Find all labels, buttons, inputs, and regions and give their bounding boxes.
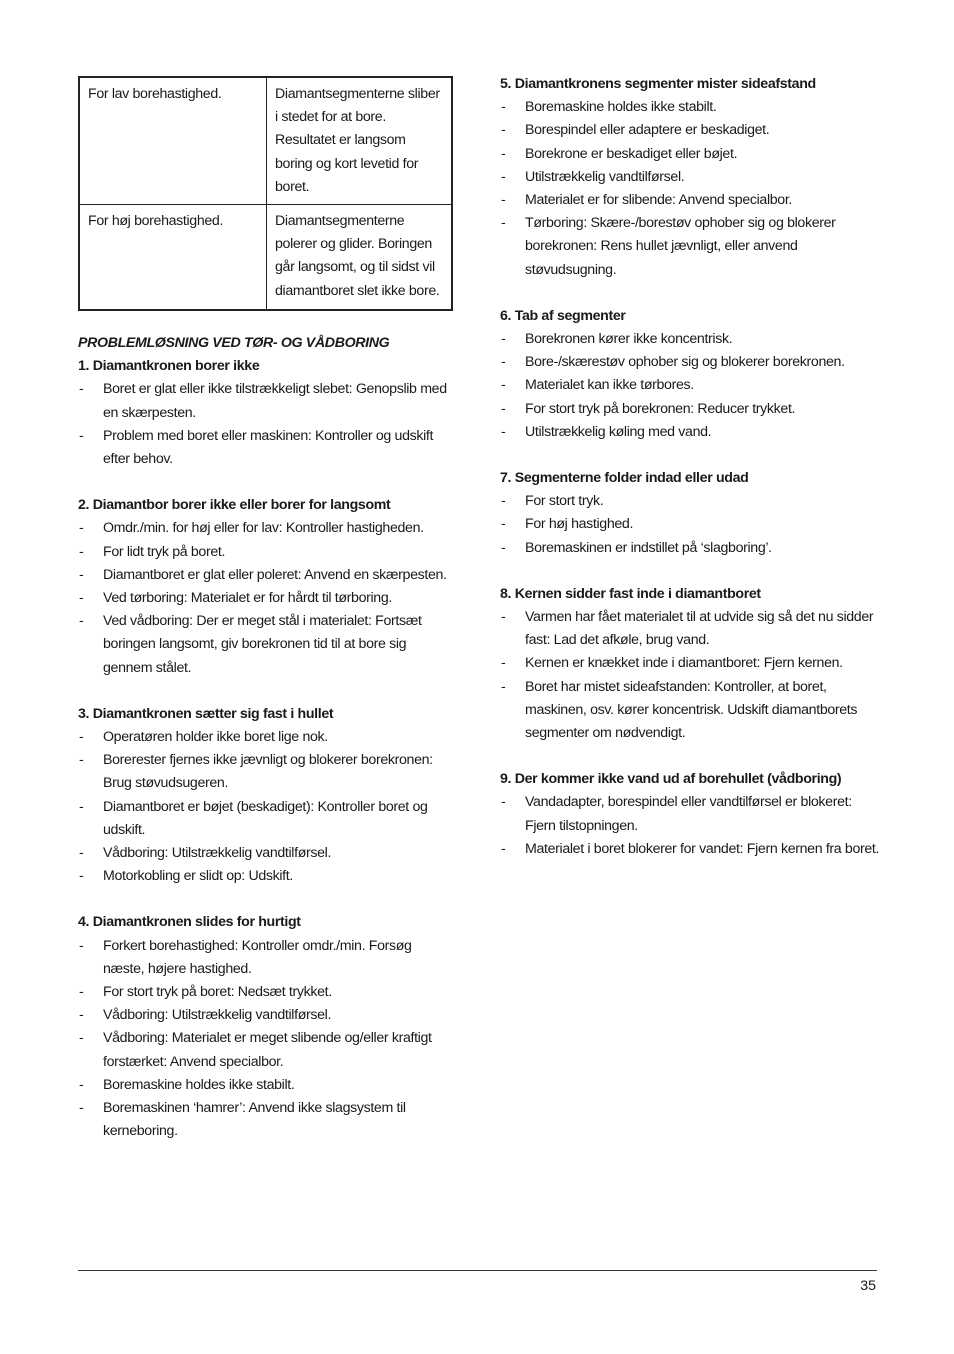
section-6 (500, 305, 880, 444)
speed-table (78, 76, 453, 311)
list-item: - Problem med boret eller maskinen: Kontroller og udskift efter behov. (78, 425, 456, 471)
list-item: - Materialet i boret blokerer for vandet: Fjern kernen fra boret. (500, 838, 880, 861)
section-9 (500, 768, 880, 861)
list-item: - Bore-/skærestøv ophober sig og blokerer borekronen. (500, 351, 880, 374)
footer-rule (78, 1270, 877, 1271)
list-item: - Boremaskine holdes ikke stabilt. (78, 1074, 456, 1097)
list-item: - Utilstrækkelig køling med vand. (500, 421, 880, 444)
section-2 (78, 494, 456, 680)
section-title: 3. Diamantkronen sætter sig fast i hullet (78, 705, 334, 722)
bullet-list (500, 791, 880, 861)
list-item: - Boremaskine holdes ikke stabilt. (500, 96, 880, 119)
list-item: - Vådboring: Utilstrækkelig vandtilførsel. (78, 1004, 456, 1027)
sections-left (78, 355, 456, 1143)
list-item: - Vådboring: Materialet er meget slibende og/eller kraftigt forstærket: Anvend specialbor. (78, 1027, 456, 1073)
list-item: - Boret har mistet sideafstanden: Kontroller, at boret, maskinen, osv. kører koncentrisk. Udskift diamantborets segmenter om nødvendigt. (500, 676, 880, 746)
list-item: - Boremaskinen ‘hamrer’: Anvend ikke slagsystem til kerneboring. (78, 1097, 456, 1143)
list-item: - Boret er glat eller ikke tilstrækkeligt slebet: Genopslib med en skærpesten. (78, 378, 456, 424)
list-item: - Tørboring: Skære-/borestøv ophober sig og blokerer borekronen: Rens hullet jævnligt, eller anvend støvudsugning. (500, 212, 880, 282)
bullet-list (500, 490, 880, 560)
section-8 (500, 583, 880, 745)
bullet-list (500, 606, 880, 745)
table-cell-result: Diamantsegmenterne polerer og glider. Boringen går langsomt, og til sidst vil diamantboret slet ikke bore. (267, 205, 453, 311)
list-item: - Motorkobling er slidt op: Udskift. (78, 865, 456, 888)
table-cell-condition: For lav borehastighed. (79, 77, 267, 205)
list-item: - Forkert borehastighed: Kontroller omdr./min. Forsøg næste, højere hastighed. (78, 935, 456, 981)
list-item: - Borespindel eller adaptere er beskadiget. (500, 119, 880, 142)
section-4 (78, 911, 456, 1143)
list-item: - Ved vådboring: Der er meget stål i materialet: Fortsæt boringen langsomt, giv borekronen tid til at bore sig gennem stålet. (78, 610, 456, 680)
table-row (79, 205, 452, 311)
page-number: 35 (860, 1278, 876, 1294)
table-cell-condition: For høj borehastighed. (79, 205, 267, 311)
section-7 (500, 467, 880, 560)
right-column (500, 73, 880, 884)
table-row (79, 77, 452, 205)
main-title: PROBLEMLØSNING VED TØR- OG VÅDBORING (78, 335, 390, 351)
bullet-list (500, 96, 880, 282)
list-item: - For høj hastighed. (500, 513, 880, 536)
table-cell-result: Diamantsegmenterne sliber i stedet for at bore. Resultatet er langsom boring og kort levetid for boret. (267, 77, 453, 205)
list-item: - Operatøren holder ikke boret lige nok. (78, 726, 456, 749)
list-item: - Utilstrækkelig vandtilførsel. (500, 166, 880, 189)
section-title: 6. Tab af segmenter (500, 307, 626, 324)
list-item: - Diamantboret er glat eller poleret: Anvend en skærpesten. (78, 564, 456, 587)
list-item: - Borerester fjernes ikke jævnligt og blokerer borekronen: Brug støvudsugeren. (78, 749, 456, 795)
section-title: 8. Kernen sidder fast inde i diamantboret (500, 585, 761, 602)
bullet-list (78, 378, 456, 471)
list-item: - Varmen har fået materialet til at udvide sig så det nu sidder fast: Lad det afkøle, brug vand. (500, 606, 880, 652)
list-item: - Vådboring: Utilstrækkelig vandtilførsel. (78, 842, 456, 865)
section-5 (500, 73, 880, 282)
list-item: - Materialet kan ikke tørbores. (500, 374, 880, 397)
bullet-list (500, 328, 880, 444)
list-item: - For stort tryk på boret: Nedsæt trykket. (78, 981, 456, 1004)
list-item: - Diamantboret er bøjet (beskadiget): Kontroller boret og udskift. (78, 796, 456, 842)
list-item: - For stort tryk. (500, 490, 880, 513)
section-title: 2. Diamantbor borer ikke eller borer for langsomt (78, 497, 391, 514)
sections-right (500, 73, 880, 861)
list-item: - Vandadapter, borespindel eller vandtilførsel er blokeret: Fjern tilstopningen. (500, 791, 880, 837)
section-title: 5. Diamantkronens segmenter mister sideafstand (500, 76, 816, 92)
list-item: - For stort tryk på borekronen: Reducer trykket. (500, 398, 880, 421)
section-title: 9. Der kommer ikke vand ud af borehullet (vådboring) (500, 771, 842, 788)
left-column (78, 76, 456, 1167)
list-item: - Kernen er knækket inde i diamantboret: Fjern kernen. (500, 652, 880, 675)
list-item: - Borekrone er beskadiget eller bøjet. (500, 143, 880, 166)
list-item: - Boremaskinen er indstillet på ‘slagboring’. (500, 537, 880, 560)
section-title: 4. Diamantkronen slides for hurtigt (78, 914, 301, 931)
section-title: 1. Diamantkronen borer ikke (78, 358, 260, 375)
list-item: - Borekronen kører ikke koncentrisk. (500, 328, 880, 351)
section-3 (78, 703, 456, 889)
list-item: - For lidt tryk på boret. (78, 541, 456, 564)
list-item: - Ved tørboring: Materialet er for hårdt til tørboring. (78, 587, 456, 610)
bullet-list (78, 726, 456, 888)
list-item: - Materialet er for slibende: Anvend specialbor. (500, 189, 880, 212)
list-item: - Omdr./min. for høj eller for lav: Kontroller hastigheden. (78, 517, 456, 540)
bullet-list (78, 517, 456, 679)
bullet-list (78, 935, 456, 1144)
section-title: 7. Segmenterne folder indad eller udad (500, 470, 749, 487)
section-1 (78, 355, 456, 471)
